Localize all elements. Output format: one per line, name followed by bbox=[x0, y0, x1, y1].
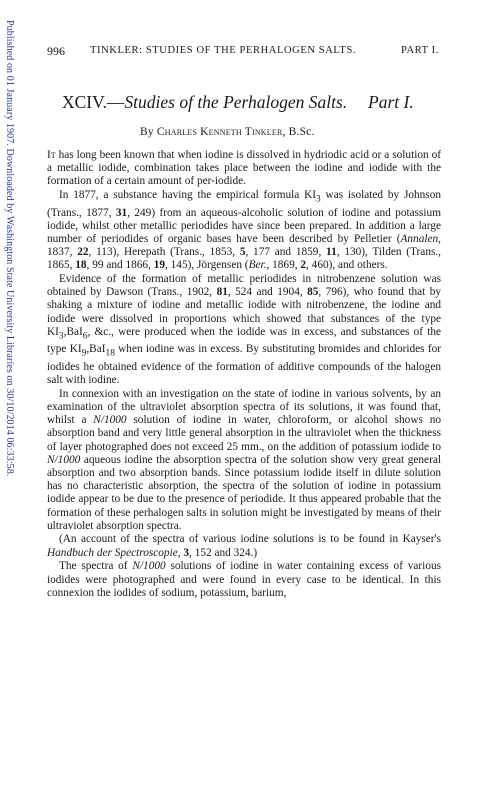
byline bbox=[140, 126, 315, 138]
paragraph-2: In 1877, a substance having the empirical formula $KI_3$ was isolated by Johnson (Trans., 1877, 31, 249) from an aqueous-alcoholic solution of iodine and potassium iodide, whilst other metallic periodides have since been prepared. In addition a large number of periodides of organic bases have been described by Pelletier (Annalen, 1837, 22, 113), Herepath (Trans., 1853, 5, 177 and 1859, 11, 130), Tilden (Trans., 1865, 18, 99 and 1866, 19, 145), Jörgensen (Ber., 1869, 2, 460), and others. bbox=[47, 189, 442, 272]
paragraph-3: Evidence of the formation of metallic periodides in nitrobenzene solution was obtained by Dawson (Trans., 1902, 81, 524 and 1904, 85, 796), who found that by shaking a mixture of iodine and metallic iodide with nitrobenzene, the iodine and iodide were dissolved in proportions which showed that substances of the type $KI_3,BaI_6$, &c., were produced when the iodide was in excess, and substances of the type $KI_9,BaI_{18}$ when iodine was in excess. By substituting bromides and chlorides for iodides he obtained evidence of the formation of additive compounds of the halogen salt with iodine. bbox=[47, 273, 441, 386]
author-degree: , B.Sc. bbox=[282, 126, 315, 138]
title-prefix: XCIV.— bbox=[62, 92, 125, 112]
download-notice-margin bbox=[2, 20, 16, 660]
download-notice-text: Published on 01 January 1907. Downloaded by Washington State University Libraries on 30/10/2014 06:33:58. bbox=[4, 20, 15, 477]
paragraph-1: It has long been known that when iodine is dissolved in hydriodic acid or a solution of a metallic iodide, combination takes place between the iodine and iodide with the formation of a certain amount of per-iodide. bbox=[47, 149, 441, 188]
title-part: Part I. bbox=[368, 92, 414, 112]
running-part: PART I. bbox=[400, 45, 439, 56]
page-number: 996 bbox=[47, 44, 65, 58]
paragraph-6: The spectra of N/1000 solutions of iodine in water containing excess of various iodides were photographed and were found in every case to be identical. In this connexion the iodides of sodium, potassium, barium, bbox=[47, 560, 442, 599]
paragraph-5: (An account of the spectra of various iodine solutions is to be found in Kayser's Handbuch der Spectroscopie, 3, 152 and 324.) bbox=[47, 533, 441, 559]
opening-word: It bbox=[47, 149, 56, 161]
title-text: Studies of the Perhalogen Salts. bbox=[124, 92, 348, 112]
paragraph-4: In connexion with an investigation on the state of iodine in various solvents, by an examination of the ultraviolet absorption spectra of its solutions, it was found that, whilst a N/1000 solution of iodine in water, chloroform, or alcohol shows no absorption band and very little general absorption in the ultraviolet when the thickness of layer photographed does not exceed 25 mm., on the addition of potassium iodide to N/1000 aqueous iodine the absorption spectra of the solution show very great general absorption and two absorption bands. Since potassium iodide itself in dilute solution has no characteristic absorption, the spectra of the solution of iodine in potassium iodide appear to be due to the presence of periodide. It thus appeared probable that the formation of these perhalogen salts in solution might be investigated by means of their ultraviolet absorption spectra. bbox=[47, 387, 441, 532]
byline-by: By bbox=[140, 126, 154, 138]
article-body bbox=[47, 149, 441, 600]
article-title bbox=[62, 92, 442, 113]
running-title: TINKLER: STUDIES OF THE PERHALOGEN SALTS. bbox=[90, 45, 357, 56]
author-name: Charles Kenneth Tinkler bbox=[156, 126, 283, 138]
